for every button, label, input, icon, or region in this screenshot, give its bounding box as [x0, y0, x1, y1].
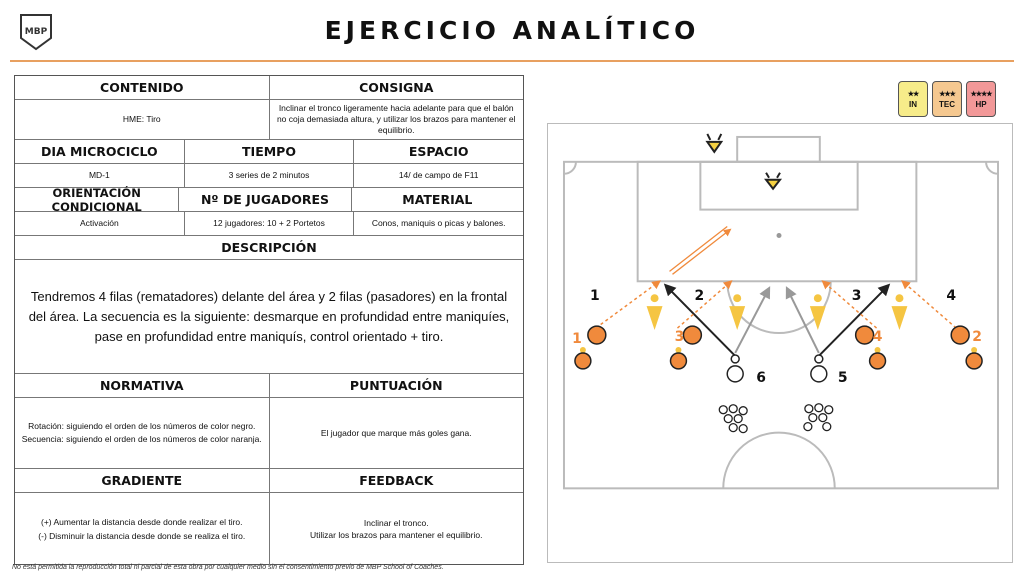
level-badges — [898, 81, 996, 117]
passer-icon — [727, 355, 743, 382]
row-number-2: 2 — [694, 288, 705, 305]
contenido-label: CONTENIDO — [15, 76, 270, 99]
sequence-number-4: 4 — [872, 329, 883, 346]
material-label: MATERIAL — [402, 192, 473, 207]
copyright-footer: No está permitida la reproducción total ni parcial de esta obra por cualquier medio sin el consentimiento previo de MBP School of Coaches. — [12, 564, 444, 571]
badge-in — [898, 81, 928, 117]
jugadores-label: Nº DE JUGADORES — [179, 188, 351, 211]
balls-icon — [719, 405, 747, 433]
badge-label: IN — [909, 99, 917, 109]
consigna-value: Inclinar el tronco ligeramente hacia adelante para que el balón no coja demasiada altura, y utilizar los brazos para mantener el equilibrio. — [276, 103, 516, 135]
feedback-value — [270, 493, 524, 565]
gradiente-label: GRADIENTE — [15, 469, 270, 492]
row-normativa-values — [15, 398, 523, 469]
sequence-number-2: 2 — [972, 329, 982, 346]
jugadores-value: 12 jugadores: 10 + 2 Portetos — [185, 212, 355, 235]
row-normativa-header — [15, 374, 523, 398]
row-gradiente-header — [15, 469, 523, 493]
material-value: Conos, maniquis o picas y balones. — [371, 218, 506, 228]
dia-label: DIA MICROCICLO — [15, 140, 185, 163]
row-number-5: 5 — [837, 369, 848, 386]
svg-text:MBP: MBP — [24, 27, 48, 37]
passer-icon — [811, 355, 827, 382]
title-divider — [10, 60, 1014, 62]
pitch-lines — [564, 137, 998, 488]
dia-value: MD-1 — [15, 164, 185, 187]
goalkeeper-icon — [766, 173, 780, 189]
normativa-label: NORMATIVA — [15, 374, 270, 397]
pitch-diagram — [547, 123, 1013, 563]
normativa-line: Secuencia: siguiendo el orden de los números de color naranja. — [21, 434, 262, 444]
normativa-value — [15, 398, 270, 468]
row-number-4: 4 — [946, 288, 957, 305]
row-contenido-values — [15, 100, 523, 140]
descripcion-value: Tendremos 4 filas (rematadores) delante del área y 2 filas (pasadores) en la frontal del área. La secuencia es la siguiente: desmarque en profundidad entre maniquíes, pase en profundidad entre maniquís, control orientado + tiro. — [28, 288, 510, 344]
gradiente-line: (+) Aumentar la distancia desde donde realizar el tiro. — [40, 516, 243, 527]
descripcion-label: DESCRIPCIÓN — [221, 240, 317, 255]
row-orientacion-header — [15, 185, 523, 214]
goalkeeper-icon — [707, 134, 721, 152]
puntuacion-label: PUNTUACIÓN — [349, 378, 443, 393]
espacio-label: ESPACIO — [408, 144, 469, 159]
badge-tec — [932, 81, 962, 117]
row-gradiente-values — [15, 493, 523, 565]
tiempo-label: TIEMPO — [185, 140, 355, 163]
stars-icon: ★★★★ — [970, 90, 992, 98]
row-number-3: 3 — [851, 288, 862, 305]
row-descripcion-header — [15, 236, 523, 260]
badge-label: TEC — [939, 99, 955, 109]
orientacion-value: Activación — [15, 212, 185, 235]
sequence-number-1: 1 — [572, 331, 582, 347]
normativa-line: Rotación: siguiendo el orden de los números de color negro. — [28, 421, 256, 431]
gradiente-line: (-) Disminuir la distancia desde donde se realiza el tiro. — [38, 530, 246, 541]
row-dia-values — [15, 164, 523, 188]
feedback-line: Utilizar los brazos para mantener el equilibrio. — [310, 529, 483, 540]
row-number-1: 1 — [590, 288, 600, 305]
shot-line — [670, 227, 731, 275]
sequence-number-3: 3 — [674, 329, 685, 346]
row-contenido-header — [15, 76, 523, 100]
balls-icon — [804, 404, 833, 431]
espacio-value: 14/ de campo de F11 — [398, 170, 479, 180]
consigna-label: CONSIGNA — [359, 80, 434, 95]
row-dia-header — [15, 140, 523, 164]
exercise-sheet — [14, 75, 524, 565]
puntuacion-value: El jugador que marque más goles gana. — [320, 427, 472, 438]
badge-label: HP — [975, 99, 987, 109]
feedback-label: FEEDBACK — [359, 473, 434, 488]
tiempo-value: 3 series de 2 minutos — [185, 164, 355, 187]
stars-icon: ★★★ — [939, 90, 955, 98]
contenido-value: HME: Tiro — [15, 100, 270, 139]
orientacion-label: ORIENTACIÓN CONDICIONAL — [15, 188, 179, 211]
feedback-line: Inclinar el tronco. — [363, 517, 429, 528]
row-descripcion-value — [15, 260, 523, 374]
page-title: EJERCICIO ANALÍTICO — [324, 16, 700, 45]
stars-icon: ★★ — [907, 90, 919, 98]
row-number-6: 6 — [756, 369, 766, 386]
gradiente-value — [15, 493, 270, 565]
row-orientacion-values — [15, 212, 523, 236]
badge-hp — [966, 81, 996, 117]
mannequin-icon — [647, 294, 908, 330]
